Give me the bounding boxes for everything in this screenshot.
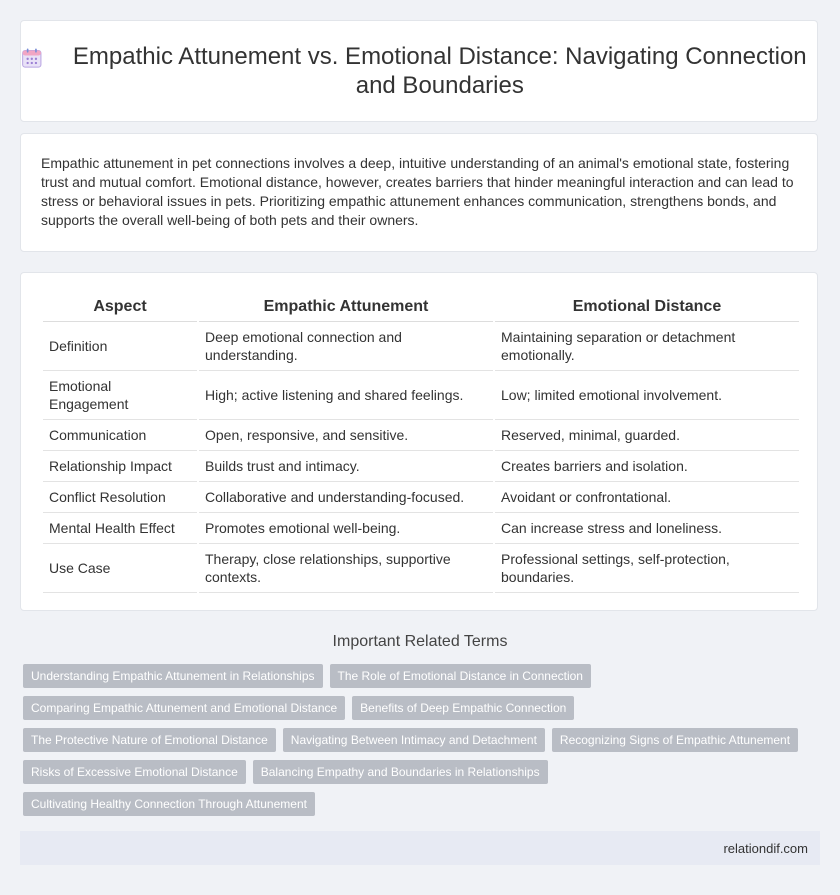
related-term-chip[interactable]: Balancing Empathy and Boundaries in Relationships <box>253 760 548 784</box>
related-term-chip[interactable]: Cultivating Healthy Connection Through Attunement <box>23 792 315 816</box>
related-term-chip[interactable]: The Role of Emotional Distance in Connection <box>330 664 591 688</box>
intro-card <box>20 133 818 252</box>
row-aspect: Emotional Engagement <box>43 371 197 420</box>
row-empathic: Open, responsive, and sensitive. <box>199 420 493 451</box>
intro-text: Empathic attunement in pet connections involves a deep, intuitive understanding of an animal's emotional state, fostering trust and mutual comfort. Emotional distance, however, creates barriers that hinder meaningful interaction and can lead to stress or behavioral issues in pets. Prioritizing empathic attunement enhances communication, strengthens bonds, and supports the overall well-being of both pets and their owners. <box>41 155 794 228</box>
row-aspect: Use Case <box>43 544 197 593</box>
row-distance: Creates barriers and isolation. <box>495 451 799 482</box>
table-header-row <box>43 295 799 322</box>
related-term-chip[interactable]: Comparing Empathic Attunement and Emotional Distance <box>23 696 345 720</box>
comparison-card <box>20 272 818 611</box>
row-aspect: Mental Health Effect <box>43 513 197 544</box>
table-row <box>43 371 799 420</box>
title-wrap <box>21 42 817 100</box>
row-distance: Can increase stress and loneliness. <box>495 513 799 544</box>
related-term-chip[interactable]: The Protective Nature of Emotional Distance <box>23 728 276 752</box>
header-emotional-distance: Emotional Distance <box>495 295 799 322</box>
row-empathic: High; active listening and shared feelings. <box>199 371 493 420</box>
table-row <box>43 544 799 593</box>
related-terms-list <box>23 664 823 824</box>
row-distance: Low; limited emotional involvement. <box>495 371 799 420</box>
chip-row <box>23 664 823 688</box>
related-term-chip[interactable]: Understanding Empathic Attunement in Relationships <box>23 664 323 688</box>
comparison-table <box>41 295 801 593</box>
footer <box>20 831 820 865</box>
calendar-icon <box>21 45 43 71</box>
table-row <box>43 420 799 451</box>
related-term-chip[interactable]: Navigating Between Intimacy and Detachment <box>283 728 545 752</box>
row-distance: Reserved, minimal, guarded. <box>495 420 799 451</box>
row-empathic: Deep emotional connection and understanding. <box>199 322 493 371</box>
row-empathic: Collaborative and understanding-focused. <box>199 482 493 513</box>
table-row <box>43 482 799 513</box>
related-terms-title: Important Related Terms <box>332 633 508 650</box>
row-aspect: Relationship Impact <box>43 451 197 482</box>
related-term-chip[interactable]: Risks of Excessive Emotional Distance <box>23 760 246 784</box>
chip-row <box>23 760 823 784</box>
chip-row <box>23 696 823 720</box>
chip-row <box>23 792 823 816</box>
table-row <box>43 451 799 482</box>
row-distance: Professional settings, self-protection, boundaries. <box>495 544 799 593</box>
page-title: Empathic Attunement vs. Emotional Distance: Navigating Connection and Boundaries <box>72 43 807 99</box>
related-term-chip[interactable]: Benefits of Deep Empathic Connection <box>352 696 574 720</box>
table-row <box>43 513 799 544</box>
row-empathic: Therapy, close relationships, supportive contexts. <box>199 544 493 593</box>
row-aspect: Communication <box>43 420 197 451</box>
table-row <box>43 322 799 371</box>
row-empathic: Builds trust and intimacy. <box>199 451 493 482</box>
row-distance: Avoidant or confrontational. <box>495 482 799 513</box>
row-empathic: Promotes emotional well-being. <box>199 513 493 544</box>
row-aspect: Conflict Resolution <box>43 482 197 513</box>
chip-row <box>23 728 823 752</box>
row-aspect: Definition <box>43 322 197 371</box>
row-distance: Maintaining separation or detachment emotionally. <box>495 322 799 371</box>
header-aspect: Aspect <box>43 295 197 322</box>
related-term-chip[interactable]: Recognizing Signs of Empathic Attunement <box>552 728 798 752</box>
header-empathic-attunement: Empathic Attunement <box>199 295 493 322</box>
title-card <box>20 20 818 122</box>
footer-site-link[interactable]: relationdif.com <box>723 840 808 856</box>
